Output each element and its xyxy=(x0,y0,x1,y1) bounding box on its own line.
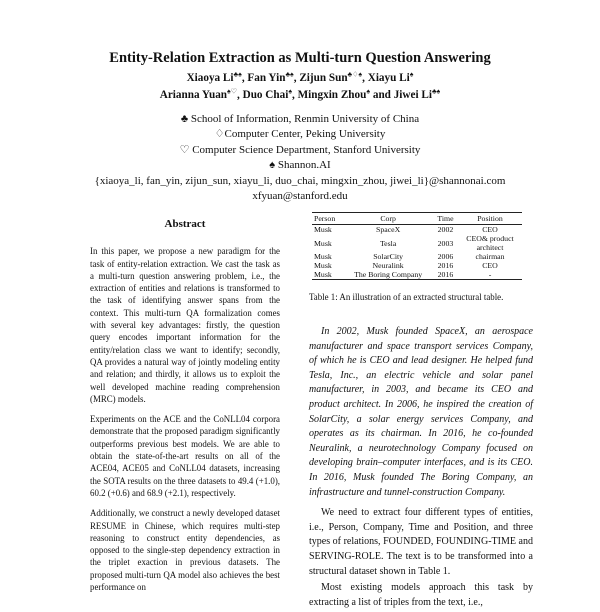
author-mark: ♠ xyxy=(366,87,371,96)
body-paragraph xyxy=(309,506,533,579)
author-name: Xiaoya Li xyxy=(186,72,234,84)
author-name: Fan Yin xyxy=(247,72,286,84)
table-cell: 2016 xyxy=(433,270,458,280)
author-name: Arianna Yuan xyxy=(159,89,228,101)
table-cell: chairman xyxy=(475,252,505,261)
left-column xyxy=(90,218,280,601)
author-mark: ♠ xyxy=(288,87,293,96)
affiliation-stanford: ♡ Computer Science Department, Stanford University xyxy=(179,143,421,156)
table-header-cell: Time xyxy=(433,213,458,225)
table-header-cell: Person xyxy=(312,213,343,225)
body-text: . The text is to be transformed into a structural dataset shown in Table 1. xyxy=(309,550,533,577)
relation-serving-role: SERVING-ROLE xyxy=(309,550,381,562)
table-cell: - xyxy=(458,270,522,280)
body-text: and xyxy=(515,536,533,548)
table-cell: CEO xyxy=(482,225,498,234)
body-text: , xyxy=(430,536,436,548)
body-text: We need to extract four different types of entities, i.e., Person, Company, Time and Position, and three types of relations, xyxy=(309,507,533,548)
author-mark: ♣♠ xyxy=(431,87,441,96)
table-cell: CEO xyxy=(482,261,498,270)
abstract-heading: Abstract xyxy=(164,218,206,230)
author-conjunction: and xyxy=(372,89,391,101)
table-cell: SolarCity xyxy=(373,252,404,261)
author-mark: ♣♠ xyxy=(233,70,242,79)
affiliation-peking: ♢Computer Center, Peking University xyxy=(214,128,386,141)
author-name: Jiwei Li xyxy=(393,89,432,101)
author-mark: ♣♢♠ xyxy=(347,70,363,79)
table-caption: Table 1: An illustration of an extracted structural table. xyxy=(309,292,504,302)
example-passage: In 2002, Musk founded SpaceX, an aerospace manufacturer and space transport services Company, of which he is CEO and lead designer. He helped fund Tesla, Inc., an electric vehicle and solar panel manufacturer, in 2003, and became its CEO and product architect. In 2006, he inspired the creation of SolarCity, a solar energy services Company, and operates as its chairman. In 2016, he co-founded Neuralink, a neurotechnology Company focused on developing brain–computer interfaces, and is its CEO. In 2016, Musk founded The Boring Company, an infrastructure and tunnel-construction Company. xyxy=(309,326,533,498)
affiliation-shannon: ♠ Shannon.AI xyxy=(269,159,331,172)
relation-founding-time: FOUNDING-TIME xyxy=(435,536,516,548)
table-cell: 2003 xyxy=(437,238,454,248)
author-name: Mingxin Zhou xyxy=(297,89,367,101)
paper-title: Entity-Relation Extraction as Multi-turn Question Answering xyxy=(109,50,491,66)
structural-table xyxy=(312,212,522,280)
table-cell: Musk xyxy=(314,238,332,248)
table-row xyxy=(312,225,522,235)
table-header-cell: Position xyxy=(458,213,522,225)
table-cell: CEO& product architect xyxy=(466,234,514,252)
author-name: Zijun Sun xyxy=(299,72,348,84)
table-cell: Neuralink xyxy=(372,261,404,270)
author-emails: {xiaoya_li, fan_yin, zijun_sun, xiayu_li, duo_chai, mingxin_zhou, jiwei_li}@shannonai.com xyxy=(94,174,506,187)
author-mark: ♠ xyxy=(409,70,414,79)
author-block xyxy=(0,70,600,104)
table-header-cell: Corp xyxy=(343,213,433,225)
author-line-1: Xiaoya Li♣♠, Fan Yin♣♠, Zijun Sun♣♢♠, Xiayu Li♠ xyxy=(186,70,414,84)
table-header-row xyxy=(312,213,522,225)
author-mark: ♣♠ xyxy=(285,70,294,79)
table-cell: Musk xyxy=(314,225,332,234)
table-cell: 2006 xyxy=(437,252,454,261)
author-line-2: Arianna Yuan♠♡, Duo Chai♠, Mingxin Zhou♠ and Jiwei Li♣♠ xyxy=(159,87,441,101)
author-mark: ♠♡ xyxy=(227,87,238,96)
affiliation-renmin: ♣ School of Information, Renmin University of China xyxy=(180,113,420,125)
author-name: Duo Chai xyxy=(242,89,289,101)
table-cell: 2002 xyxy=(437,225,454,234)
relation-founded: FOUNDED xyxy=(383,536,431,548)
table-row xyxy=(312,252,522,261)
table-row xyxy=(312,270,522,280)
body-paragraph: Most existing models approach this task by extracting a list of triples from the text, i.e., xyxy=(309,582,533,608)
table-cell: 2016 xyxy=(437,261,454,270)
abstract-paragraph: Additionally, we construct a newly developed dataset RESUME in Chinese, which requires multi-step reasoning to construct entity dependencies, as opposed to the single-step dependency extraction in the triplet exaction in previous datasets. The proposed multi-turn QA model also achieves the best performance on xyxy=(90,508,280,593)
table-row xyxy=(312,261,522,270)
table-cell: Tesla xyxy=(379,238,397,248)
author-email-stanford: xfyuan@stanford.edu xyxy=(252,190,348,203)
table-cell: Musk xyxy=(312,270,343,280)
right-column xyxy=(309,212,533,612)
affiliation-block xyxy=(0,112,600,204)
author-name: Xiayu Li xyxy=(367,72,410,84)
table-cell: The Boring Company xyxy=(343,270,433,280)
abstract-paragraph: Experiments on the ACE and the CoNLL04 corpora demonstrate that the proposed paradigm significantly outperforms previous best models. We are able to obtain the state-of-the-art results on all of the ACE04, ACE05 and CoNLL04 datasets, increasing the SOTA results on the three datasets to 49.4 (+1.0), 60.2 (+0.6) and 68.9 (+2.1), respectively. xyxy=(90,414,280,498)
abstract-paragraph: In this paper, we propose a new paradigm for the task of entity-relation extraction. We cast the task as a multi-turn question answering problem, i.e., the extraction of entities and relations is transformed to the task of identifying answer spans from the context. This multi-turn QA formalization comes with several key advantages: firstly, the question query encodes important information for the entity/relation class we want to identify; secondly, QA provides a natural way of jointly modeling entity and relation; and thirdly, it allows us to exploit the well developed machine reading comprehension (MRC) models. xyxy=(90,246,280,404)
table-row xyxy=(312,234,522,252)
table-cell: Musk xyxy=(314,252,332,261)
table-cell: Musk xyxy=(314,261,332,270)
table-cell: SpaceX xyxy=(376,225,401,234)
